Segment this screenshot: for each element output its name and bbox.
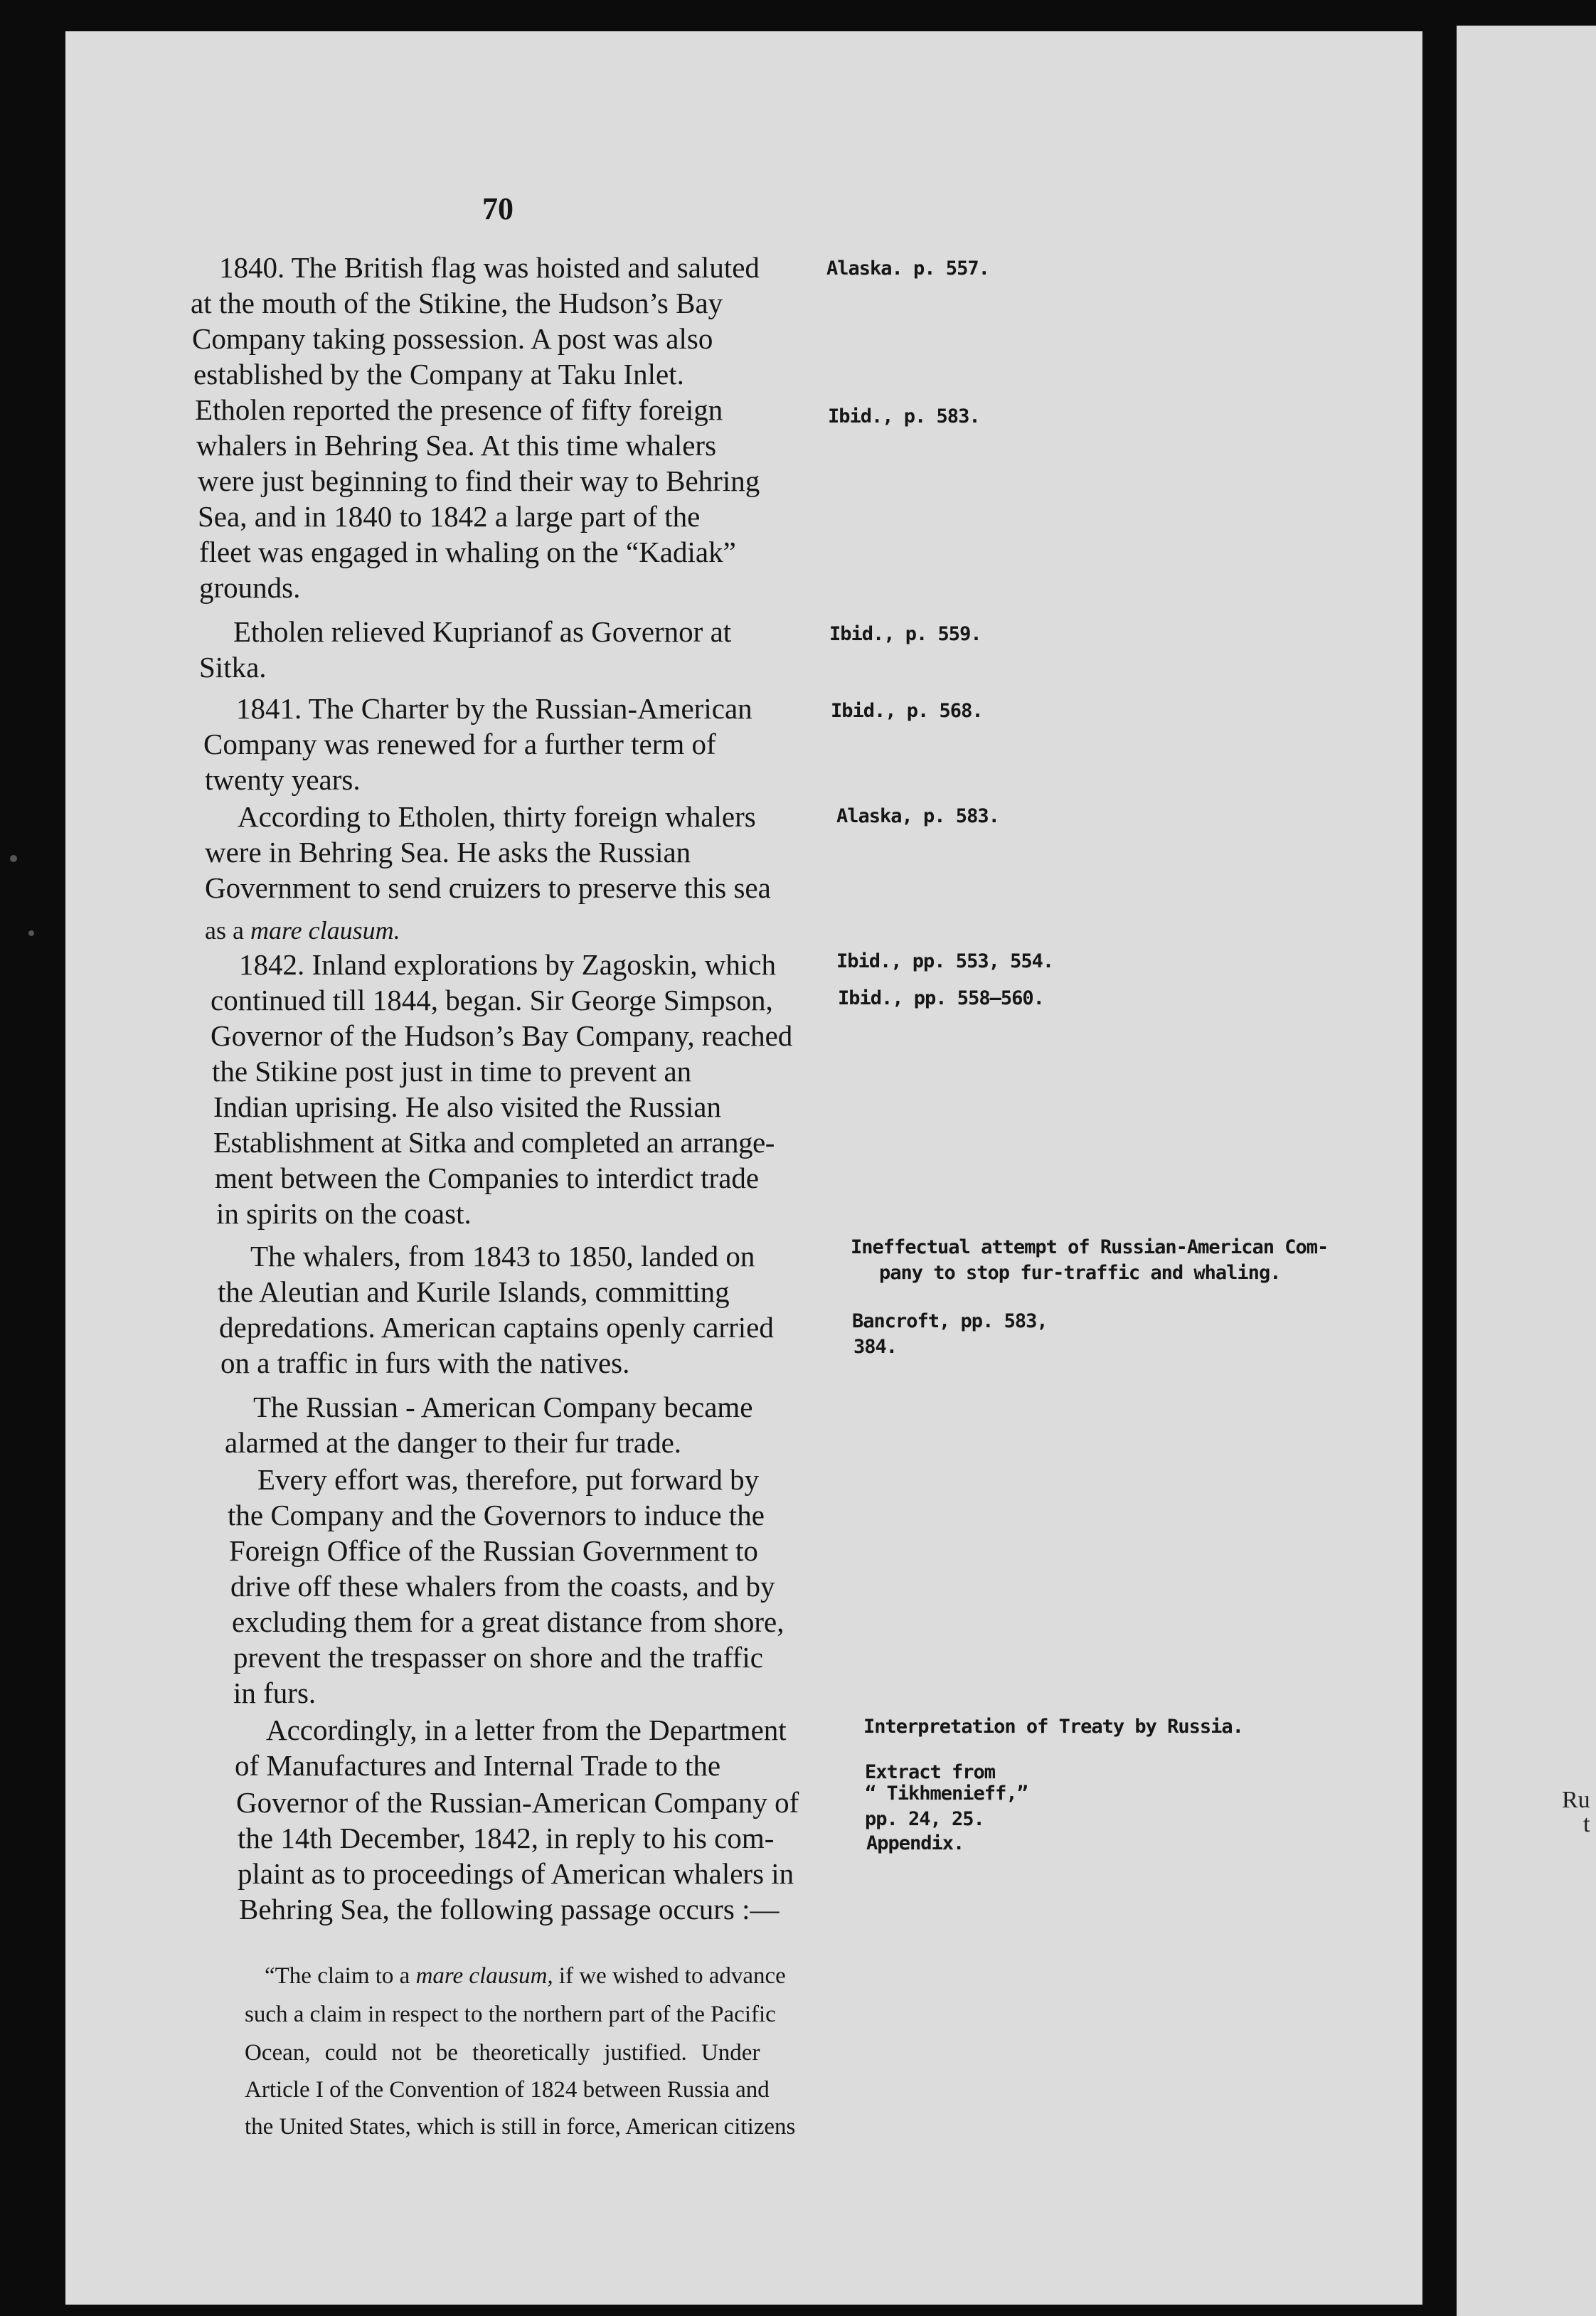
body-line: Company taking possession. A post was also: [192, 322, 713, 355]
body-line: Governor of the Russian-American Company of: [236, 1786, 799, 1819]
body-line: fleet was engaged in whaling on the “Kadiak”: [199, 536, 736, 568]
side-note: Ibid., pp. 553, 554.: [836, 950, 1054, 972]
side-note: Ibid., pp. 558–560.: [838, 987, 1044, 1009]
body-line: in spirits on the coast.: [216, 1197, 472, 1230]
quote-italic: mare clausum,: [415, 1963, 553, 1989]
body-line: 1841. The Charter by the Russian-American: [236, 692, 752, 725]
body-text: as a: [205, 916, 244, 945]
side-note: Ibid., p. 559.: [829, 623, 981, 645]
side-note: Bancroft, pp. 583,: [852, 1310, 1048, 1332]
body-line: Behring Sea, the following passage occurs :—: [239, 1893, 780, 1925]
side-note: Appendix.: [866, 1832, 964, 1854]
body-line: continued till 1844, began. Sir George Simpson,: [211, 984, 773, 1016]
adjacent-page: [1457, 26, 1596, 2316]
body-line: of Manufactures and Internal Trade to the: [235, 1749, 721, 1782]
scan-speck: [10, 855, 17, 862]
body-line: Accordingly, in a letter from the Department: [266, 1714, 787, 1746]
body-line: Sea, and in 1840 to 1842 a large part of the: [198, 500, 701, 533]
side-note: Ineffectual attempt of Russian-American Com-: [851, 1236, 1329, 1258]
body-line: Indian uprising. He also visited the Russian: [213, 1090, 721, 1123]
side-note: Interpretation of Treaty by Russia.: [863, 1716, 1243, 1738]
body-line: According to Etholen, thirty foreign whalers: [238, 800, 756, 833]
body-line: [205, 918, 400, 943]
body-line: were just beginning to find their way to Behring: [198, 464, 760, 497]
body-line: plaint as to proceedings of American whalers in: [238, 1857, 794, 1890]
side-note: “ Tikhmenieff,”: [865, 1783, 1028, 1805]
body-line: ment between the Companies to interdict trade: [215, 1162, 760, 1194]
quote-line: [265, 1965, 786, 1988]
body-line: whalers in Behring Sea. At this time whalers: [196, 429, 717, 462]
body-line: 1842. Inland explorations by Zagoskin, which: [239, 948, 776, 981]
side-note: 384.: [853, 1336, 898, 1358]
body-line: 1840. The British flag was hoisted and saluted: [219, 251, 760, 284]
page-number: 70: [482, 191, 514, 226]
body-line: Etholen relieved Kuprianof as Governor at: [233, 615, 732, 648]
body-line: Establishment at Sitka and completed an arrange-: [213, 1126, 775, 1159]
body-line: Etholen reported the presence of fifty foreign: [195, 393, 723, 426]
body-line: depredations. American captains openly carried: [219, 1311, 774, 1344]
quote-line: the United States, which is still in force, American citizens: [245, 2114, 796, 2140]
body-line: The Russian - American Company became: [253, 1391, 753, 1423]
scan-speck: [28, 930, 34, 936]
quote-line: such a claim in respect to the northern part of the Pacific: [245, 2002, 776, 2027]
body-line: the 14th December, 1842, in reply to his com-: [238, 1822, 775, 1854]
body-line: excluding them for a great distance from shore,: [232, 1605, 784, 1638]
body-line: established by the Company at Taku Inlet.: [193, 358, 684, 391]
side-note: Alaska. p. 557.: [826, 257, 989, 280]
side-note: Extract from: [865, 1761, 996, 1783]
body-line: prevent the trespasser on shore and the traffic: [233, 1641, 763, 1674]
side-note: Alaska, p. 583.: [836, 805, 999, 827]
body-line: Foreign Office of the Russian Government to: [229, 1534, 758, 1567]
body-line: the Aleutian and Kurile Islands, committing: [218, 1275, 730, 1308]
body-line: Every effort was, therefore, put forward by: [257, 1463, 760, 1496]
side-note: pp. 24, 25.: [865, 1808, 984, 1830]
adjacent-page-fragment: Ru: [1562, 1787, 1590, 1813]
quote-line: Ocean, could not be theoretically justified. Under: [245, 2040, 760, 2066]
body-line: alarmed at the danger to their fur trade.: [225, 1426, 682, 1459]
quote-text: if we wished to advance: [558, 1963, 786, 1989]
body-line: The whalers, from 1843 to 1850, landed on: [250, 1240, 755, 1273]
side-note: Ibid., p. 583.: [828, 405, 980, 427]
quote-text: “The claim to a: [265, 1963, 410, 1989]
body-line: drive off these whalers from the coasts, and by: [230, 1570, 775, 1603]
body-line: Sitka.: [199, 651, 267, 684]
body-line: twenty years.: [205, 763, 361, 796]
body-line: Government to send cruizers to preserve this sea: [205, 871, 771, 904]
body-line: grounds.: [199, 571, 301, 604]
mare-clausum-italic: mare clausum.: [250, 916, 400, 945]
adjacent-page-fragment: t: [1583, 1811, 1590, 1837]
quote-line: Article I of the Convention of 1824 between Russia and: [245, 2077, 770, 2103]
body-line: Company was renewed for a further term of: [203, 728, 716, 760]
body-line: were in Behring Sea. He asks the Russian: [205, 836, 691, 868]
body-line: the Stikine post just in time to prevent an: [212, 1055, 692, 1088]
body-line: in furs.: [233, 1677, 316, 1709]
body-line: at the mouth of the Stikine, the Hudson’s Bay: [191, 287, 723, 319]
body-line: Governor of the Hudson’s Bay Company, reached: [211, 1019, 793, 1052]
side-note: Ibid., p. 568.: [831, 700, 983, 722]
side-note: pany to stop fur-traffic and whaling.: [879, 1262, 1281, 1284]
body-line: the Company and the Governors to induce the: [228, 1499, 765, 1531]
body-line: on a traffic in furs with the natives.: [220, 1346, 630, 1379]
